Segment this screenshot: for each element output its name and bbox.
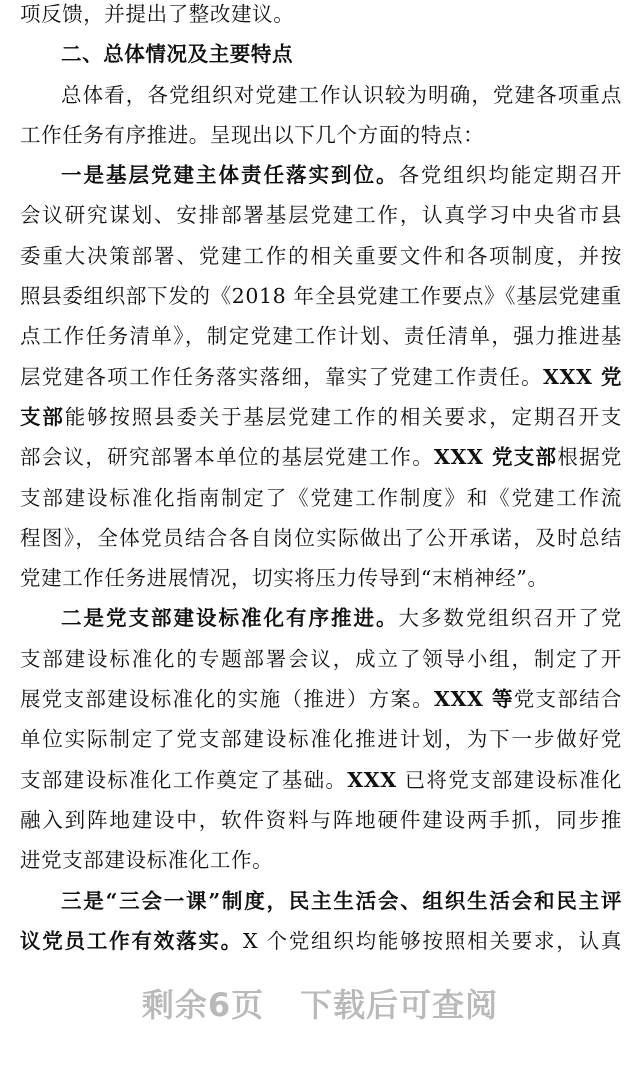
org-name-bold: XXX 党 — [542, 364, 622, 389]
text-line-16 — [20, 598, 622, 638]
text-line-13 — [20, 478, 622, 518]
text-line-14 — [20, 518, 622, 558]
org-name-bold: XXX 党支部 — [434, 445, 558, 470]
text-line-23 — [20, 881, 622, 921]
text-segment: 大多数党组织召开了党 — [398, 606, 622, 631]
text-line-15 — [20, 558, 622, 598]
point-heading-2: 二是党支部建设标准化有序推进。 — [61, 606, 399, 631]
text-segment: 部会议，研究部署本单位的基层党建工作。 — [20, 445, 434, 470]
text-line-22 — [20, 840, 622, 880]
text-line-3 — [20, 75, 622, 115]
text-segment: 点工作任务清单》，制定党建工作计划、责任清单，强力推进基 — [20, 324, 622, 349]
text-segment: 支部建设标准化的专题部署会议，成立了领导小组，制定了开 — [20, 646, 622, 671]
text-segment: 委重大决策部署、党建工作的相关重要文件和各项制度，并按 — [20, 243, 622, 268]
text-segment: 根据党 — [557, 445, 622, 470]
text-line-7 — [20, 236, 622, 276]
text-segment: 工作任务有序推进。呈现出以下几个方面的特点： — [20, 122, 485, 147]
text-segment: 项反馈，并提出了整改建议。 — [20, 2, 295, 26]
text-line-18 — [20, 679, 622, 719]
text-segment: 融入到阵地建设中，软件资料与阵地硬件建设两手抓，同步推 — [20, 807, 622, 832]
text-segment: 支部建设标准化指南制定了《党建工作制度》和《党建工作流 — [20, 485, 622, 510]
text-line-12 — [20, 437, 622, 477]
point-heading-1: 一是基层党建主体责任落实到位。 — [61, 163, 399, 188]
download-watermark[interactable] — [142, 970, 498, 1040]
text-line-19 — [20, 719, 622, 759]
text-segment: 总体看，各党组织对党建工作认识较为明确，党建各项重点 — [61, 82, 622, 107]
text-line-6 — [20, 195, 622, 235]
text-segment: 单位实际制定了党支部建设标准化推进计划，为下一步做好党 — [20, 727, 622, 752]
text-segment: 照县委组织部下发的《2018 年全县党建工作要点》《基层党建重 — [20, 284, 622, 309]
text-segment: 展党支部建设标准化的实施（推进）方案。 — [20, 687, 434, 712]
text-segment: 进党支部建设标准化工作。 — [20, 848, 274, 873]
text-segment: 党支部结合 — [513, 687, 622, 712]
section-heading-text: 二、总体情况及主要特点 — [61, 42, 294, 67]
text-line-4 — [20, 115, 622, 155]
download-action-text: 下载后可查阅 — [300, 986, 499, 1024]
text-line-20 — [20, 760, 622, 800]
document-body — [20, 0, 622, 961]
text-segment: 各党组织均能定期召开 — [398, 163, 622, 188]
remaining-pages-text: 剩余6页 — [141, 986, 265, 1024]
text-segment: 层党建各项工作任务落实落细，靠实了党建工作责任。 — [20, 364, 543, 389]
text-line-5 — [20, 155, 622, 195]
text-line-21 — [20, 800, 622, 840]
text-line-17 — [20, 639, 622, 679]
text-line-9 — [20, 316, 622, 356]
text-line-11 — [20, 397, 622, 437]
text-segment: 程图》，全体党员结合各自岗位实际做出了公开承诺，及时总结 — [20, 525, 622, 550]
text-line-1 — [20, 0, 622, 34]
text-segment: 已将党支部建设标准化 — [396, 767, 622, 792]
point-heading-3-cont: 议党员工作有效落实。 — [20, 928, 243, 953]
section-heading — [20, 34, 622, 74]
text-segment: 党建工作任务进展情况，切实将压力传导到“末梢神经”。 — [20, 566, 549, 591]
text-segment: 支部建设标准化工作奠定了基础。 — [20, 767, 348, 792]
org-name-bold: XXX — [347, 767, 397, 792]
point-heading-3: 三是“三会一课”制度，民主生活会、组织生活会和民主评 — [61, 888, 622, 913]
download-prompt[interactable] — [0, 970, 640, 1040]
org-name-bold: 支部 — [20, 404, 65, 429]
text-segment: 会议研究谋划、安排部署基层党建工作，认真学习中央省市县 — [20, 203, 622, 228]
text-line-8 — [20, 276, 622, 316]
text-segment: 能够按照县委关于基层党建工作的相关要求，定期召开支 — [64, 404, 622, 429]
org-name-bold: XXX 等 — [434, 687, 514, 712]
text-segment: X 个党组织均能够按照相关要求，认真 — [242, 928, 622, 953]
text-line-24 — [20, 921, 622, 961]
text-line-10 — [20, 357, 622, 397]
